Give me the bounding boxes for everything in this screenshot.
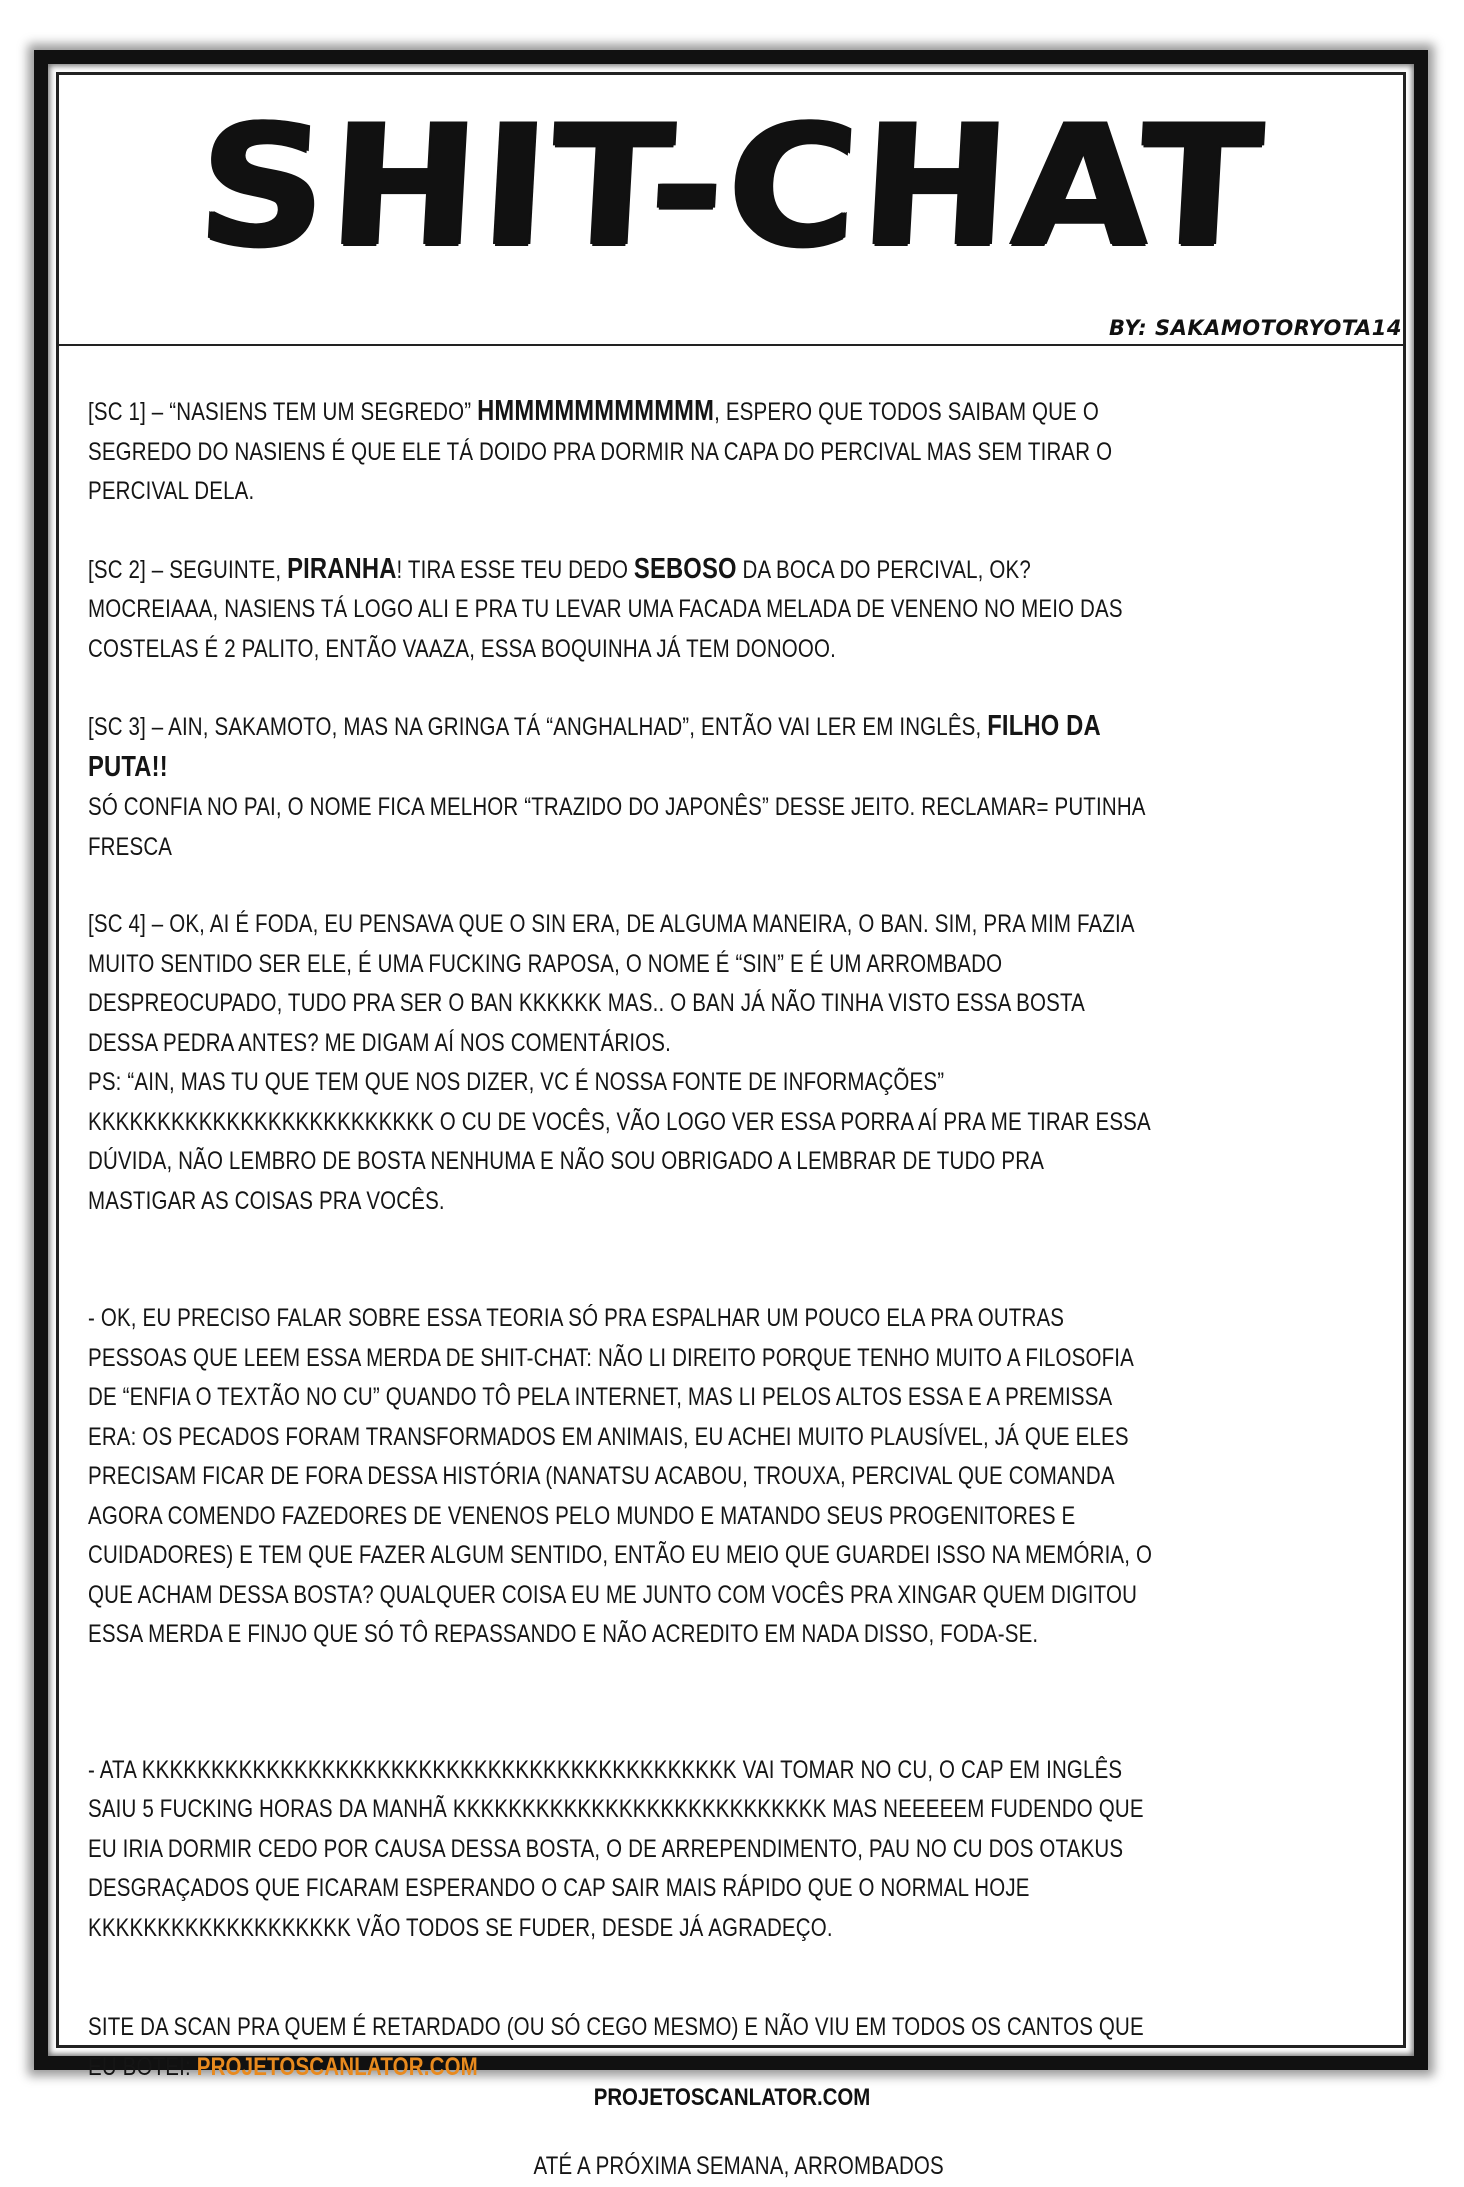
author-byline: BY: SAKAMOTORYOTA14 — [1109, 316, 1402, 340]
site-link[interactable]: PROJETOSCANLATOR.COM — [196, 2052, 478, 2081]
paragraph-sc3 — [88, 707, 1154, 788]
paragraph-sc1 — [88, 392, 1154, 512]
sc2-text-start: [SC 2] – SEGUINTE, — [88, 555, 288, 584]
paragraph-rant: - ATA KKKKKKKKKKKKKKKKKKKKKKKKKKKKKKKKKKKKKKKKKKK VAI TOMAR NO CU, O CAP EM INGLÊS SAIU 5 FUCKING HORAS DA MANHÃ KKKKKKKKKKKKKKKKKKKKKKKKKKK MAS NEEEEEM FUDENDO QUE EU IRIA DORMIR CEDO POR CAUSA DESSA BOSTA, O DE ARREPENDIMENTO, PAU NO CU DOS OTAKUS DESGRAÇADOS QUE FICARAM ESPERANDO O CAP SAIR MAIS RÁPIDO QUE O NORMAL HOJE KKKKKKKKKKKKKKKKKKK VÃO TODOS SE FUDER, DESDE JÁ AGRADEÇO. — [88, 1755, 1144, 1942]
sc2-emphasis-2: SEBOSO — [633, 552, 737, 585]
sc2-text-end: DA BOCA DO PERCIVAL, OK? MOCREIAAA, NASIENS TÁ LOGO ALI E PRA TU LEVAR UMA FACADA MELADA DE VENENO NO MEIO DAS COSTELAS É 2 PALITO, ENTÃO VAAZA, ESSA BOQUINHA JÁ TEM DONOOO. — [88, 555, 1123, 663]
closing-line: ATÉ A PRÓXIMA SEMANA, ARROMBADOS — [533, 2152, 944, 2180]
header-divider — [58, 344, 1406, 346]
paragraph-sc3-second-line: SÓ CONFIA NO PAI, O NOME FICA MELHOR “TRAZIDO DO JAPONÊS” DESSE JEITO. RECLAMAR= PUTINHA FRESCA — [88, 793, 1145, 861]
sc1-emphasis: HMMMMMMMMMMM — [477, 395, 715, 427]
page-title: SHIT-CHAT — [193, 88, 1271, 284]
article-body — [88, 392, 1154, 2187]
sc2-text-mid: ! TIRA ESSE TEU DEDO — [396, 555, 634, 584]
footer-site: PROJETOSCANLATOR.COM — [593, 2084, 871, 2111]
paragraph-sc4-ps: PS: “AIN, MAS TU QUE TEM QUE NOS DIZER, VC É NOSSA FONTE DE INFORMAÇÕES” KKKKKKKKKKKKKKKKKKKKKKKKK O CU DE VOCÊS, VÃO LOGO VER ESSA PORRA AÍ PRA ME TIRAR ESSA DÚVIDA, NÃO LEMBRO DE BOSTA NENHUMA E NÃO SOU OBRIGADO A LEMBRAR DE TUDO PRA MASTIGAR AS COISAS PRA VOCÊS. — [88, 1068, 1150, 1215]
sc2-emphasis-1: PIRANHA — [287, 552, 397, 585]
paragraph-sc4: [SC 4] – OK, AI É FODA, EU PENSAVA QUE O SIN ERA, DE ALGUMA MANEIRA, O BAN. SIM, PRA MIM FAZIA MUITO SENTIDO SER ELE, É UMA FUCKING RAPOSA, O NOME É “SIN” E É UM ARROMBADO DESPREOCUPADO, TUDO PRA SER O BAN KKKKKK MAS.. O BAN JÁ NÃO TINHA VISTO ESSA BOSTA DESSA PEDRA ANTES? ME DIGAM AÍ NOS COMENTÁRIOS. — [88, 910, 1134, 1057]
sc1-text-end: , ESPERO QUE TODOS SAIBAM QUE O SEGREDO DO NASIENS É QUE ELE TÁ DOIDO PRA DORMIR NA CAPA DO PERCIVAL MAS SEM TIRAR O PERCIVAL DELA. — [88, 398, 1113, 505]
paragraph-site — [88, 2008, 1154, 2087]
sc3-text-start: [SC 3] – AIN, SAKAMOTO, MAS NA GRINGA TÁ “ANGHALHAD”, ENTÃO VAI LER EM INGLÊS, — [88, 713, 988, 741]
site-text: SITE DA SCAN PRA QUEM É RETARDADO (OU SÓ CEGO MESMO) E NÃO VIU EM TODOS OS CANTOS QUE EU BOTEI: — [88, 2013, 1144, 2081]
paragraph-sc2 — [88, 550, 1154, 670]
sc1-text-start: [SC 1] – “NASIENS TEM UM SEGREDO” — [88, 398, 478, 426]
sc3-emphasis: FILHO DA PUTA!! — [88, 710, 1100, 783]
paragraph-theory: - OK, EU PRECISO FALAR SOBRE ESSA TEORIA SÓ PRA ESPALHAR UM POUCO ELA PRA OUTRAS PESSOAS QUE LEEM ESSA MERDA DE SHIT-CHAT: NÃO LI DIREITO PORQUE TENHO MUITO A FILOSOFIA DE “ENFIA O TEXTÃO NO CU” QUANDO TÔ PELA INTERNET, MAS LI PELOS ALTOS ESSA E A PREMISSA ERA: OS PECADOS FORAM TRANSFORMADOS EM ANIMAIS, EU ACHEI MUITO PLAUSÍVEL, JÁ QUE ELES PRECISAM FICAR DE FORA DESSA HISTÓRIA (NANATSU ACABOU, TROUXA, PERCIVAL QUE COMANDA AGORA COMENDO FAZEDORES DE VENENOS PELO MUNDO E MATANDO SEUS PROGENITORES E CUIDADORES) E TEM QUE FAZER ALGUM SENTIDO, ENTÃO EU MEIO QUE GUARDEI ISSO NA MEMÓRIA, O QUE ACHAM DESSA BOSTA? QUALQUER COISA EU ME JUNTO COM VOCÊS PRA XINGAR QUEM DIGITOU ESSA MERDA E FINJO QUE SÓ TÔ REPASSANDO E NÃO ACREDITO EM NADA DISSO, FODA-SE. — [88, 1304, 1153, 1648]
